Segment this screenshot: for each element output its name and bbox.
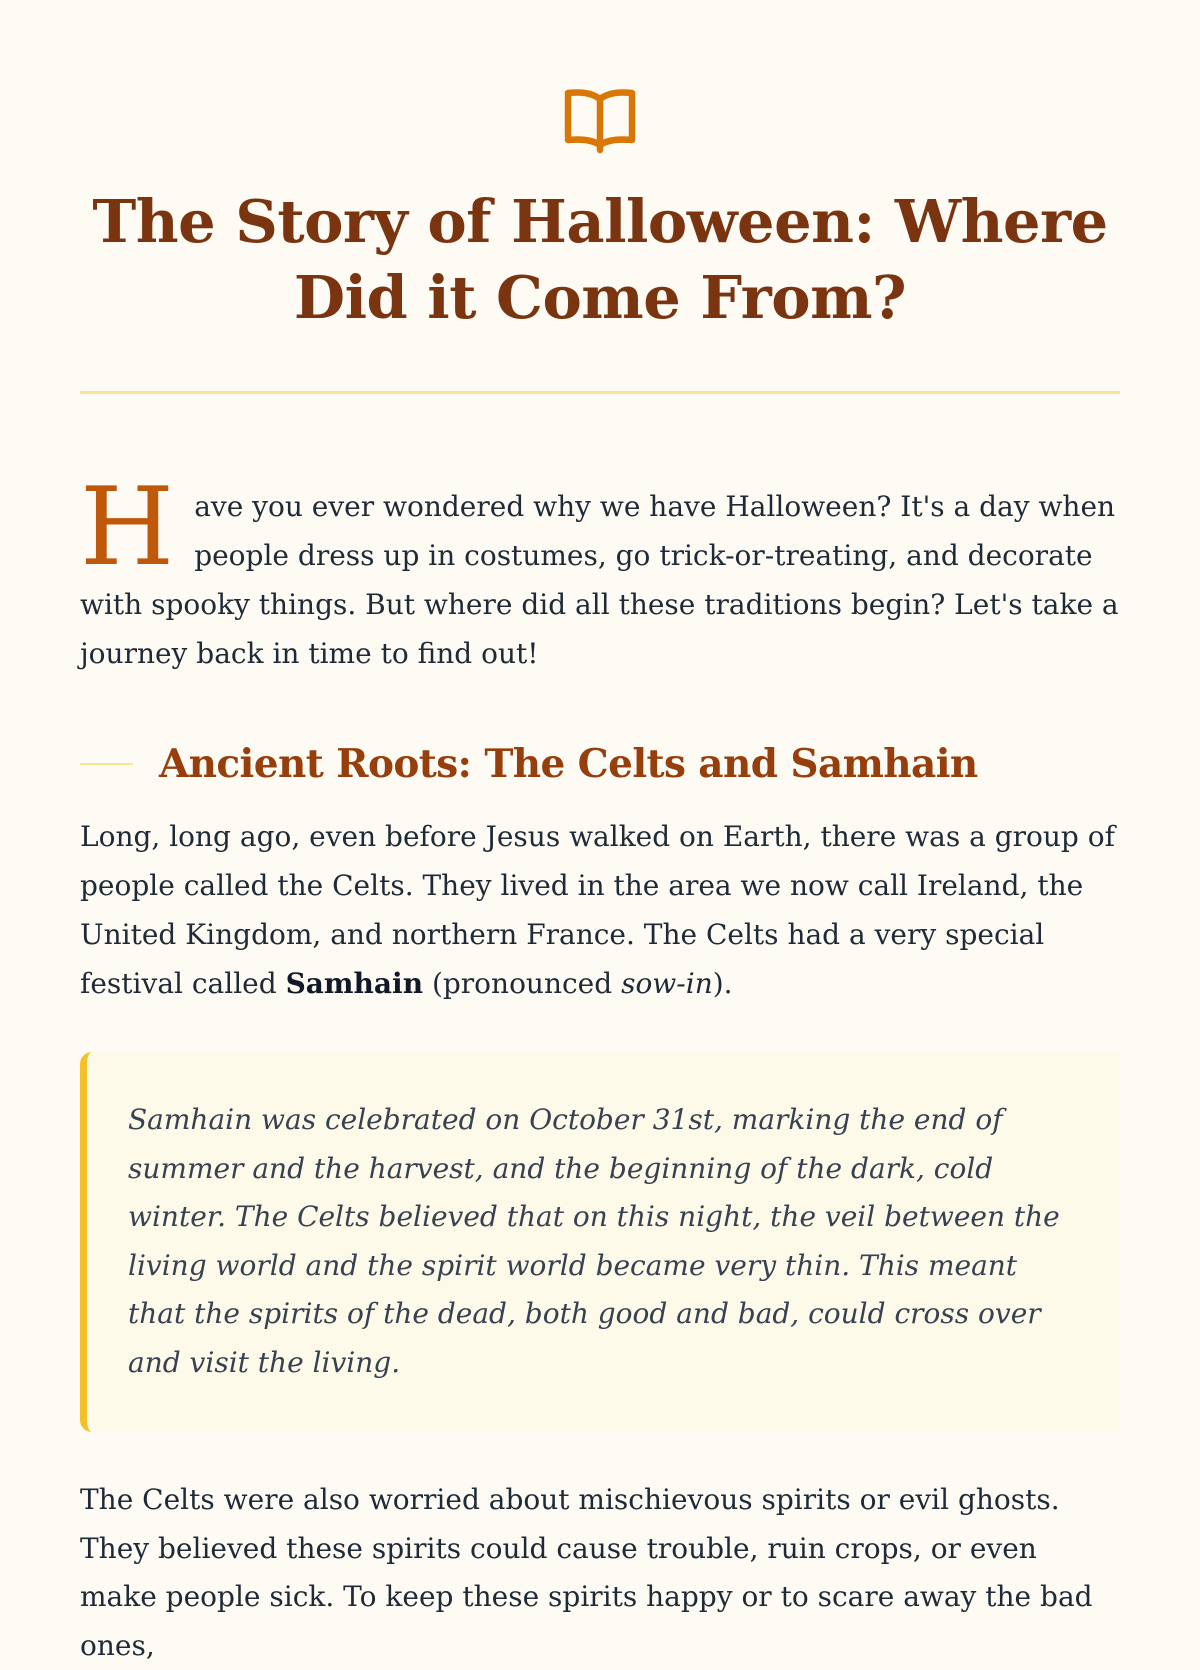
drop-cap: H: [80, 465, 175, 590]
open-book-icon: [561, 84, 639, 156]
section-paragraph-2: The Celts were also worried about mischievous spirits or evil ghosts. They believed these spirits could cause trouble, ruin crops, or even make people sick. To keep these spirits happy or to scare away the bad ones,: [80, 1483, 1093, 1662]
page-title: The Story of Halloween: Where Did it Come From?: [92, 187, 1108, 332]
para-text-end: ).: [712, 967, 733, 1000]
samhain-quote: Samhain was celebrated on October 31st, marking the end of summer and the harvest, and the beginning of the dark, cold winter. The Celts believed that on this night, the veil between the living world and the spirit world became very thin. This meant that the spirits of the dead, both good and bad, could cross over and visit the living.: [80, 1052, 1120, 1432]
samhain-term: Samhain: [285, 967, 424, 1000]
intro-paragraph: [80, 465, 1120, 678]
pronunciation: sow-in: [621, 967, 713, 1000]
section-heading-row: [80, 738, 1120, 790]
section-heading: Ancient Roots: The Celts and Samhain: [159, 741, 978, 787]
article: [80, 0, 1120, 1670]
section-heading-bar: [80, 763, 133, 765]
header-icon-wrap: [80, 84, 1120, 156]
para-text-middle: (pronounced: [423, 967, 622, 1000]
title-divider: [80, 391, 1120, 394]
section-paragraph: [80, 812, 1120, 1008]
intro-text: ave you ever wondered why we have Halloween? It's a day when people dress up in costumes, go trick-or-treating, and decorate with spooky things. But where did all these traditions begin? Let's take a journey back in time to find out!: [80, 490, 1119, 670]
para-text-start: Long, long ago, even before Jesus walked on Earth, there was a group of people called the Celts. They lived in the area we now call Ireland, the United Kingdom, and northern France. The Celts had a very special festival called: [80, 820, 1115, 1000]
